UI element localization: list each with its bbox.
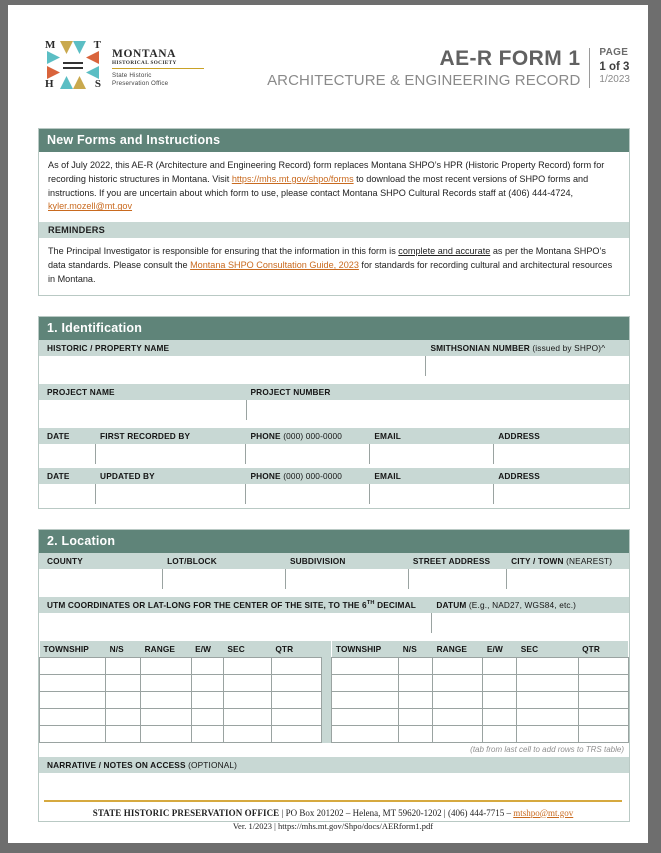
page-info [590,47,630,90]
trs-cell[interactable] [106,657,141,674]
section-identification [38,316,630,509]
input-date-updated[interactable] [39,484,95,504]
trs-right-header-row [332,641,629,658]
trs-cell[interactable] [517,725,578,742]
label-street-address: STREET ADDRESS [412,555,491,566]
th-range-right: RANGE [433,641,483,658]
trs-cell[interactable] [40,725,106,742]
input-street-address[interactable] [408,569,506,589]
s1-gap-2 [39,420,629,428]
s2-row1-inputs [39,569,629,589]
trs-cell[interactable] [483,657,517,674]
trs-row [332,674,629,691]
input-smithsonian-number[interactable] [425,356,629,376]
label-utm-coordinates-post: DECIMAL [374,599,416,610]
label-date-updated: DATE [47,470,70,481]
trs-row [40,708,322,725]
th-ew-left: E/W [191,641,223,658]
trs-cell[interactable] [191,674,223,691]
label-utm-coordinates-pre: UTM COORDINATES OR LAT-LONG FOR THE CENTER OF THE SITE, TO THE 6 [47,599,367,610]
input-utm-coordinates[interactable] [39,613,431,633]
trs-cell[interactable] [483,708,517,725]
label-first-recorded-by: FIRST RECORDED BY [100,430,191,441]
logo-letter-s: S [94,78,101,90]
logo-office-line1: State Historic [112,71,152,79]
s2-utm-inputs [39,613,629,633]
form-version: 1/2023 [599,73,630,85]
trs-cell[interactable] [578,674,628,691]
trs-table-gutter [322,641,331,743]
reminders-text-pre: The Principal Investigator is responsible for ensuring that the information in this form is [48,246,399,257]
input-city-town[interactable] [506,569,629,589]
s1-row1-labels [39,340,629,356]
trs-row [40,725,322,742]
label-datum: DATUM [436,599,467,610]
trs-cell[interactable] [517,708,578,725]
label-email-first: EMAIL [374,430,401,441]
new-forms-notice [38,128,630,296]
s1-row2-inputs [39,400,629,420]
trs-cell[interactable] [106,708,141,725]
note-phone-first: (000) 000-0000 [280,430,343,441]
trs-cell[interactable] [223,657,271,674]
section1-title: 1. Identification [39,317,629,340]
input-email-updated[interactable] [369,484,493,504]
reminders-title: REMINDERS [39,222,629,238]
trs-cell[interactable] [433,674,483,691]
input-project-name[interactable] [39,400,246,420]
trs-row [332,691,629,708]
trs-cell[interactable] [40,657,106,674]
trs-cell[interactable] [433,691,483,708]
reminders-body [39,238,629,294]
trs-cell[interactable] [191,657,223,674]
trs-cell[interactable] [483,691,517,708]
form-page [8,5,648,843]
trs-cell[interactable] [223,725,271,742]
page-label: PAGE [599,47,629,58]
trs-cell[interactable] [517,691,578,708]
label-address-first: ADDRESS [498,430,540,441]
th-ns-right: N/S [399,641,433,658]
th-range-left: RANGE [141,641,192,658]
trs-cell[interactable] [106,725,141,742]
page-header [38,25,630,111]
equals-bar-top [63,62,83,64]
trs-cell[interactable] [433,708,483,725]
label-smithsonian-number: SMITHSONIAN NUMBER [430,342,530,353]
note-smithsonian-number: (issued by SHPO)^ [529,342,606,353]
mtshpo-email-link[interactable]: mtshpo@mt.gov [513,807,574,818]
input-first-recorded-by[interactable] [95,444,245,464]
trs-cell[interactable] [271,674,322,691]
note-city-town: (NEAREST) [563,555,613,566]
label-historic-property-name: HISTORIC / PROPERTY NAME [47,342,170,353]
label-project-number: PROJECT NUMBER [250,386,331,397]
label-project-name: PROJECT NAME [47,386,115,397]
logo-wordmark [112,42,204,89]
footer-line-2: Ver. 1/2023 | https://mhs.mt.gov/Shpo/docs/AERform1.pdf [232,821,434,831]
trs-cell[interactable] [332,708,399,725]
logo-letter-m: M [45,39,56,51]
s1-row2-labels [39,384,629,400]
label-county: COUNTY [47,555,83,566]
footer-line-1 [44,807,622,821]
label-city-town: CITY / TOWN [511,555,564,566]
input-phone-first[interactable] [245,444,369,464]
trs-cell[interactable] [141,708,192,725]
section-location [38,529,630,822]
trs-cell[interactable] [332,674,399,691]
s2-row1-labels [39,553,629,569]
input-datum[interactable] [431,613,629,633]
trs-cell[interactable] [399,725,433,742]
shpo-forms-link[interactable]: https://mhs.mt.gov/shpo/forms [231,173,354,184]
trs-cell[interactable] [223,674,271,691]
trs-left-body [40,657,322,742]
reminders-emphasis: complete and accurate [398,246,491,257]
label-subdivision: SUBDIVISION [289,555,346,566]
trs-cell[interactable] [433,725,483,742]
th-ns-left: N/S [106,641,141,658]
page-footer [44,800,622,833]
trs-table-left [39,641,322,743]
label-updated-by: UPDATED BY [100,470,155,481]
trs-cell[interactable] [141,691,192,708]
s1-gap-1 [39,376,629,384]
input-historic-property-name[interactable] [39,356,425,376]
input-email-first[interactable] [369,444,493,464]
label-lot-block: LOT/BLOCK [167,555,217,566]
trs-cell[interactable] [433,657,483,674]
logo-office-line2: Preservation Office [112,79,169,87]
s2-utm-labels [39,597,629,613]
trs-cell[interactable] [40,708,106,725]
trs-cell[interactable] [191,725,223,742]
trs-cell[interactable] [141,674,192,691]
trs-cell[interactable] [223,708,271,725]
section2-title: 2. Location [39,530,629,553]
trs-cell[interactable] [332,691,399,708]
trs-cell[interactable] [517,657,578,674]
input-county[interactable] [39,569,162,589]
th-township-left: TOWNSHIP [40,641,106,658]
th-township-right: TOWNSHIP [332,641,399,658]
s1-row4-inputs [39,484,629,504]
logo-letter-t: T [93,39,101,51]
logo-letter-h: H [45,78,54,90]
trs-row [332,725,629,742]
trs-cell[interactable] [40,691,106,708]
footer-gold-rule [44,800,622,802]
s1-row1-inputs [39,356,629,376]
trs-cell[interactable] [578,725,628,742]
trs-cell[interactable] [578,657,628,674]
trs-row [40,657,322,674]
label-phone-updated: PHONE [250,470,281,481]
trs-cell[interactable] [578,691,628,708]
label-phone-first: PHONE [250,430,281,441]
input-date-first-recorded[interactable] [39,444,95,464]
input-phone-updated[interactable] [245,484,369,504]
logo-montana-text: MONTANA [112,47,177,60]
trs-cell[interactable] [332,725,399,742]
trs-row [40,674,322,691]
note-phone-updated: (000) 000-0000 [280,470,343,481]
notice-text-mid: to download the most recent versions of SHPO forms and instructions. If you are uncertain about which form to use, please contact Montana SHPO Cultural Records staff at (406) 444-4724, [48,173,589,198]
kyler-mozell-email-link[interactable]: kyler.mozell@mt.gov [48,201,133,212]
form-subtitle: ARCHITECTURE & ENGINEERING RECORD [267,71,581,89]
input-address-first[interactable] [493,444,629,464]
trs-cell[interactable] [483,725,517,742]
form-title: AE-R FORM 1 [439,47,581,70]
label-date-first-recorded: DATE [47,430,70,441]
s2-gap-1 [39,589,629,597]
trs-cell[interactable] [106,674,141,691]
logo-gold-rule [112,68,204,69]
trs-cell[interactable] [399,674,433,691]
note-narrative-optional: (OPTIONAL) [185,759,238,770]
trs-cell[interactable] [271,691,322,708]
trs-cell[interactable] [223,691,271,708]
notice-body [39,152,629,222]
note-datum: (E.g., NAD27, WGS84, etc.) [466,599,577,610]
input-lot-block[interactable] [162,569,285,589]
footer-office-name: STATE HISTORIC PRESERVATION OFFICE [92,807,280,818]
input-subdivision[interactable] [285,569,408,589]
trs-cell[interactable] [271,657,322,674]
notice-text-pre: As of July 2022, this AE-R (Architecture and Engineering Record) form replaces Montana SHPO’s HPR (Historic Property Record) form for recording historic structures in Montana. Visit [48,160,605,184]
th-qtr-left: QTR [271,641,322,658]
page-number: 1 of 3 [599,60,630,73]
notice-title: New Forms and Instructions [39,129,629,152]
header-title-block [267,25,630,90]
logo-historical-society-text: HISTORICAL SOCIETY [112,59,177,66]
s1-row3-inputs [39,444,629,464]
trs-cell[interactable] [332,657,399,674]
label-email-updated: EMAIL [374,470,401,481]
trs-cell[interactable] [40,674,106,691]
trs-cell[interactable] [399,657,433,674]
trs-cell[interactable] [141,657,192,674]
mhs-logo [38,25,204,93]
th-sec-right: SEC [517,641,578,658]
trs-cell[interactable] [141,725,192,742]
trs-right-body [332,657,629,742]
consultation-guide-link[interactable]: Montana SHPO Consultation Guide, 2023 [190,260,359,271]
input-project-number[interactable] [246,400,630,420]
input-address-updated[interactable] [493,484,629,504]
s1-row4-labels [39,468,629,484]
input-updated-by[interactable] [95,484,245,504]
trs-row [332,657,629,674]
header-titles [267,47,589,90]
th-sec-left: SEC [223,641,271,658]
trs-row [40,691,322,708]
trs-cell[interactable] [191,691,223,708]
trs-cell[interactable] [483,674,517,691]
trs-cell[interactable] [106,691,141,708]
s1-gap-4 [39,504,629,508]
narrative-label-row [39,757,629,773]
trs-cell[interactable] [271,708,322,725]
trs-row [332,708,629,725]
trs-cell[interactable] [399,691,433,708]
trs-hint-text: (tab from last cell to add rows to TRS table) [39,743,629,757]
montana-star-icon [44,37,102,93]
label-address-updated: ADDRESS [498,470,540,481]
label-utm-ordinal: TH [366,599,375,606]
s1-row3-labels [39,428,629,444]
trs-cell[interactable] [517,674,578,691]
s2-gap-2 [39,633,629,641]
equals-bar-bottom [63,67,83,69]
trs-table-right [331,641,629,743]
footer-address: | PO Box 201202 – Helena, MT 59620-1202 | (406) 444-7715 – [279,807,514,818]
reminders-text-mid: as per the Montana SHPO’s data standards. Please consult the [48,246,606,271]
trs-cell[interactable] [578,708,628,725]
trs-cell[interactable] [399,708,433,725]
reminders-text-post: for standards for recording cultural and architectural resources in Montana. [48,260,613,284]
trs-cell[interactable] [271,725,322,742]
th-qtr-right: QTR [578,641,628,658]
trs-tables [39,641,629,743]
label-narrative-notes: NARRATIVE / NOTES ON ACCESS [47,759,186,770]
trs-cell[interactable] [191,708,223,725]
th-ew-right: E/W [483,641,517,658]
trs-left-header-row [40,641,322,658]
